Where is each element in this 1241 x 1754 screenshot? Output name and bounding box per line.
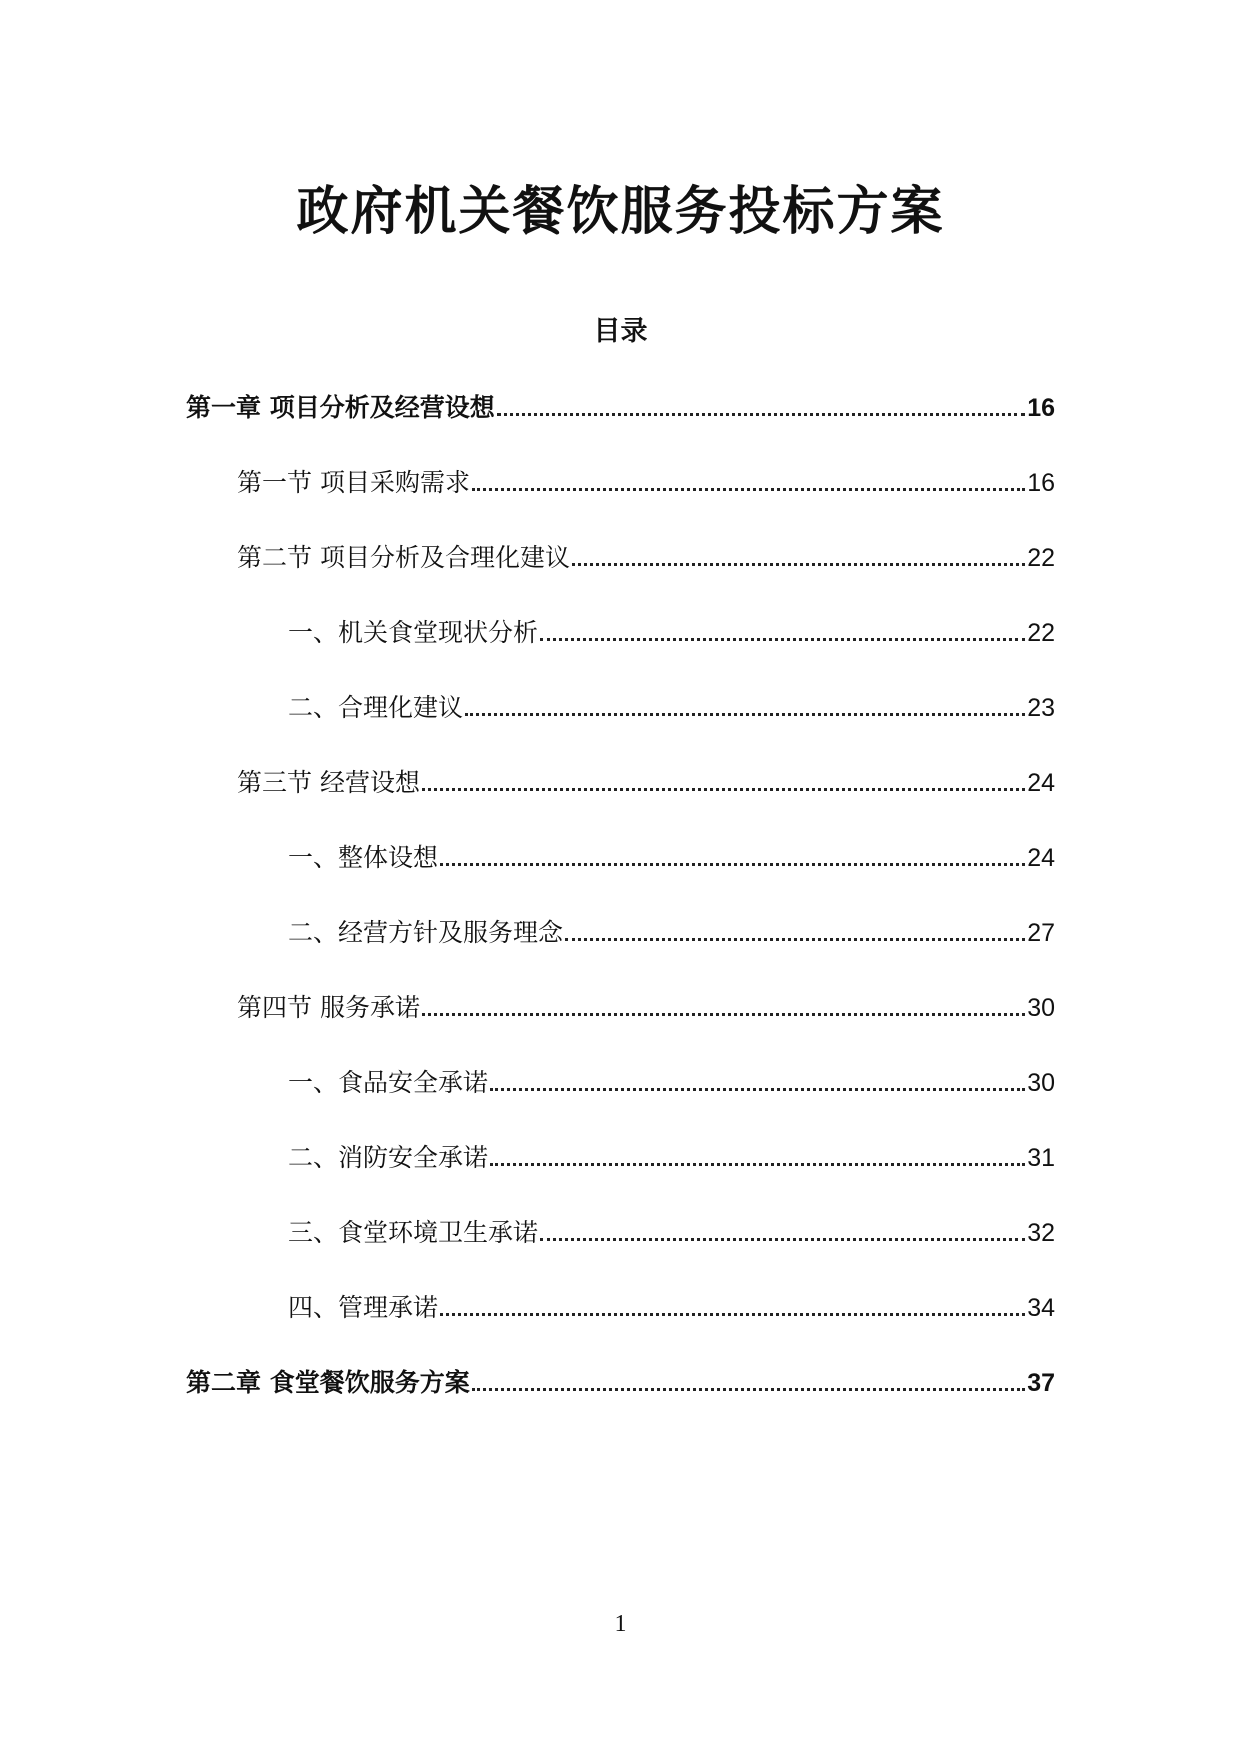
toc-dot-leader xyxy=(497,413,1025,416)
document-title: 政府机关餐饮服务投标方案 xyxy=(296,182,945,242)
toc-entry-label: 三、食堂环境卫生承诺 xyxy=(288,1218,539,1247)
toc-dot-leader xyxy=(490,1088,1025,1091)
toc-entry-page: 37 xyxy=(1027,1369,1055,1397)
toc-entry-page: 16 xyxy=(1027,394,1055,422)
toc-dot-leader xyxy=(572,563,1025,566)
toc-entry-label: 第二节 项目分析及合理化建议 xyxy=(237,543,570,572)
toc-entry-label: 四、管理承诺 xyxy=(288,1293,439,1322)
toc-dot-leader xyxy=(422,1013,1025,1016)
toc-entry[interactable] xyxy=(288,1213,1055,1253)
toc-entry-label: 二、消防安全承诺 xyxy=(288,1143,489,1172)
toc-dot-leader xyxy=(565,938,1025,941)
toc-entry-label: 第一章 项目分析及经营设想 xyxy=(186,393,495,422)
toc-entry-label: 一、机关食堂现状分析 xyxy=(288,618,539,647)
toc-entry[interactable] xyxy=(237,763,1055,803)
toc-entry-page: 23 xyxy=(1027,694,1055,722)
toc-entry-label: 二、合理化建议 xyxy=(288,693,464,722)
toc-entry-label: 第三节 经营设想 xyxy=(237,768,420,797)
toc-entry-label: 第二章 食堂餐饮服务方案 xyxy=(186,1368,470,1397)
toc-entry[interactable] xyxy=(288,838,1055,878)
toc-entry[interactable] xyxy=(288,1063,1055,1103)
toc-entry-label: 一、食品安全承诺 xyxy=(288,1068,489,1097)
toc-entry[interactable] xyxy=(288,613,1055,653)
toc-dot-leader xyxy=(472,488,1025,491)
toc-entry-page: 31 xyxy=(1027,1144,1055,1172)
toc-entry-page: 22 xyxy=(1027,619,1055,647)
toc-dot-leader xyxy=(422,788,1025,791)
toc-dot-leader xyxy=(465,713,1025,716)
toc-entry[interactable] xyxy=(288,1288,1055,1328)
toc-entry-page: 30 xyxy=(1027,994,1055,1022)
toc-entry-page: 16 xyxy=(1027,469,1055,497)
toc-entry-page: 32 xyxy=(1027,1219,1055,1247)
toc-dot-leader xyxy=(490,1163,1025,1166)
toc-entry[interactable] xyxy=(237,988,1055,1028)
toc-entry[interactable] xyxy=(186,388,1055,428)
toc-dot-leader xyxy=(440,1313,1025,1316)
toc-entry-label: 一、整体设想 xyxy=(288,843,439,872)
toc-entry-page: 27 xyxy=(1027,919,1055,947)
toc-dot-leader xyxy=(472,1388,1025,1391)
toc-dot-leader xyxy=(540,1238,1025,1241)
toc-dot-leader xyxy=(440,863,1025,866)
toc-dot-leader xyxy=(540,638,1025,641)
toc-entry[interactable] xyxy=(288,688,1055,728)
toc-entry-label: 二、经营方针及服务理念 xyxy=(288,918,564,947)
toc-entry[interactable] xyxy=(237,463,1055,503)
toc-entry-page: 24 xyxy=(1027,844,1055,872)
page-number: 1 xyxy=(614,1611,627,1637)
toc-heading: 目录 xyxy=(593,316,648,347)
toc-entry-label: 第四节 服务承诺 xyxy=(237,993,420,1022)
toc-entry-page: 24 xyxy=(1027,769,1055,797)
toc-entry[interactable] xyxy=(288,913,1055,953)
toc-entry-page: 30 xyxy=(1027,1069,1055,1097)
toc-entry[interactable] xyxy=(237,538,1055,578)
toc-entry[interactable] xyxy=(186,1363,1055,1403)
toc-entry-page: 34 xyxy=(1027,1294,1055,1322)
toc-entry-page: 22 xyxy=(1027,544,1055,572)
toc-entry[interactable] xyxy=(288,1138,1055,1178)
toc-entry-label: 第一节 项目采购需求 xyxy=(237,468,470,497)
